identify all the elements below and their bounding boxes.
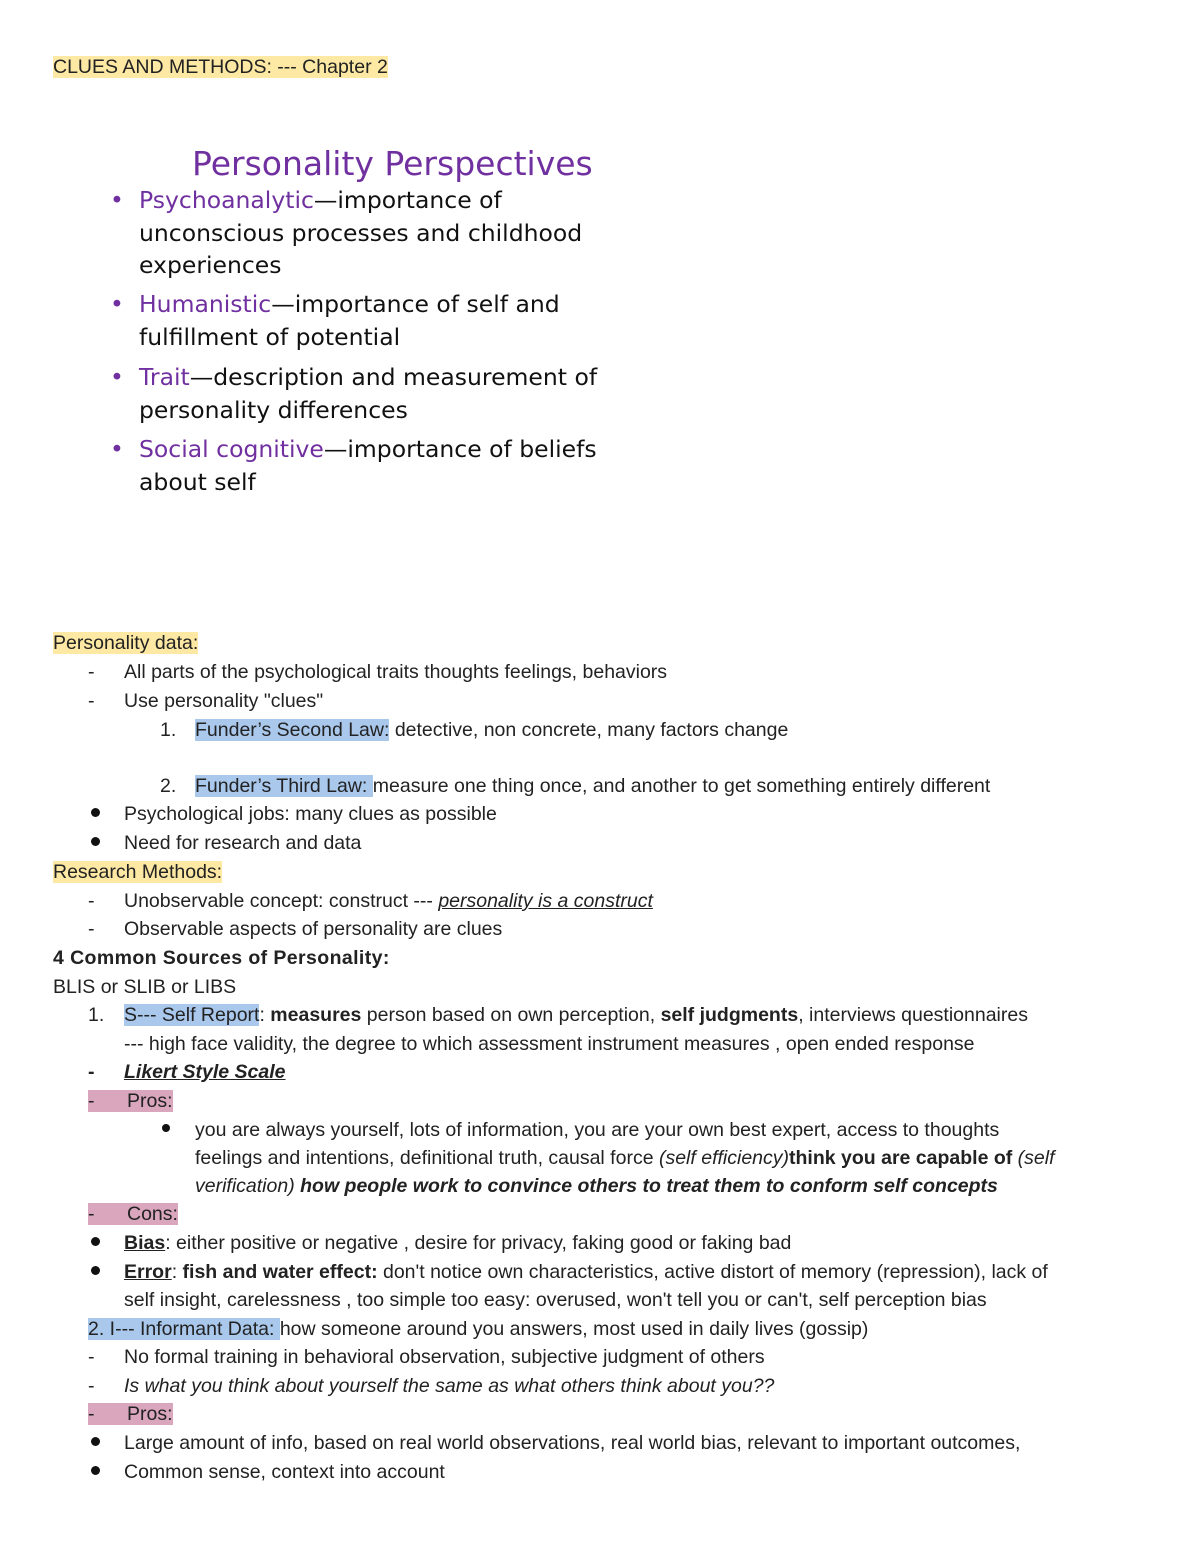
list-item: Use personality "clues"	[124, 690, 324, 712]
informant-data-line: 2. I--- Informant Data: how someone around you answers, most used in daily lives (gossip)	[88, 1318, 869, 1340]
list-item: Psychological jobs: many clues as possible	[124, 803, 497, 825]
bullet-dot	[91, 1237, 100, 1246]
research-methods-heading: Research Methods:	[53, 861, 223, 883]
bullet-dot	[91, 1466, 100, 1475]
pros-text: feelings and intentions, definitional truth, causal force (self efficiency)think you are capable of (self	[195, 1147, 1055, 1169]
bias-item: Bias: either positive or negative , desire for privacy, faking good or faking bad	[124, 1232, 792, 1254]
bullet-dot	[91, 808, 100, 817]
list-item: Observable aspects of personality are clues	[124, 918, 503, 940]
funders-third-law: Funder’s Third Law: measure one thing once, and another to get something entirely different	[195, 775, 991, 797]
document-title: CLUES AND METHODS: --- Chapter 2	[53, 56, 388, 78]
mnemonic: BLIS or SLIB or LIBS	[53, 976, 237, 998]
list-item: No formal training in behavioral observation, subjective judgment of others	[124, 1346, 765, 1368]
dash-marker: -	[88, 1061, 95, 1083]
list-item: Unobservable concept: construct --- personality is a construct	[124, 890, 653, 912]
pros-label: - Pros:	[88, 1090, 173, 1112]
dash-marker: -	[88, 890, 95, 912]
slide-item-psychoanalytic: • Psychoanalytic—importance of unconscious processes and childhood experiences	[110, 186, 583, 279]
bullet-dot	[91, 1437, 100, 1446]
pros-text: verification) how people work to convince others to treat them to conform self concepts	[195, 1175, 998, 1197]
number-marker: 2.	[160, 775, 177, 797]
bullet-dot	[91, 1266, 100, 1275]
list-item: Is what you think about yourself the same as what others think about you??	[124, 1375, 775, 1397]
bullet-dot	[91, 837, 100, 846]
funders-second-law: Funder’s Second Law: detective, non concrete, many factors change	[195, 719, 789, 741]
dash-marker: -	[88, 661, 95, 683]
likert-scale: Likert Style Scale	[124, 1061, 286, 1083]
dash-marker: -	[88, 1346, 95, 1368]
self-report-line: S--- Self Report: measures person based on own perception, self judgments, interviews questionnaires	[124, 1004, 1028, 1026]
dash-marker: -	[88, 918, 95, 940]
number-marker: 1.	[160, 719, 177, 741]
personality-data-heading: Personality data:	[53, 632, 199, 654]
slide-title: Personality Perspectives	[192, 144, 593, 183]
dash-marker: -	[88, 690, 95, 712]
bullet-dot	[162, 1124, 170, 1132]
slide-item-social-cognitive: • Social cognitive—importance of beliefs about self	[110, 435, 597, 496]
cons-label: - Cons:	[88, 1203, 178, 1225]
error-item: Error: fish and water effect: don't notice own characteristics, active distort of memory (repression), lack of	[124, 1261, 1048, 1283]
self-report-detail: --- high face validity, the degree to which assessment instrument measures , open ended response	[124, 1033, 975, 1055]
pros-label: - Pros:	[88, 1403, 173, 1425]
pros-text: you are always yourself, lots of information, you are your own best expert, access to thoughts	[195, 1119, 1000, 1141]
list-item: All parts of the psychological traits thoughts feelings, behaviors	[124, 661, 668, 683]
list-item: Common sense, context into account	[124, 1461, 445, 1483]
slide-item-trait: • Trait—description and measurement of personality differences	[110, 363, 598, 424]
slide-item-humanistic: • Humanistic—importance of self and fulfillment of potential	[110, 290, 560, 351]
dash-marker: -	[88, 1375, 95, 1397]
number-marker: 1.	[88, 1004, 105, 1026]
list-item: Large amount of info, based on real world observations, real world bias, relevant to important outcomes,	[124, 1432, 1021, 1454]
list-item: Need for research and data	[124, 832, 362, 854]
sources-heading: 4 Common Sources of Personality:	[53, 947, 390, 969]
error-item-cont: self insight, carelessness , too simple too easy: overused, won't tell you or can't, self perception bias	[124, 1289, 987, 1311]
